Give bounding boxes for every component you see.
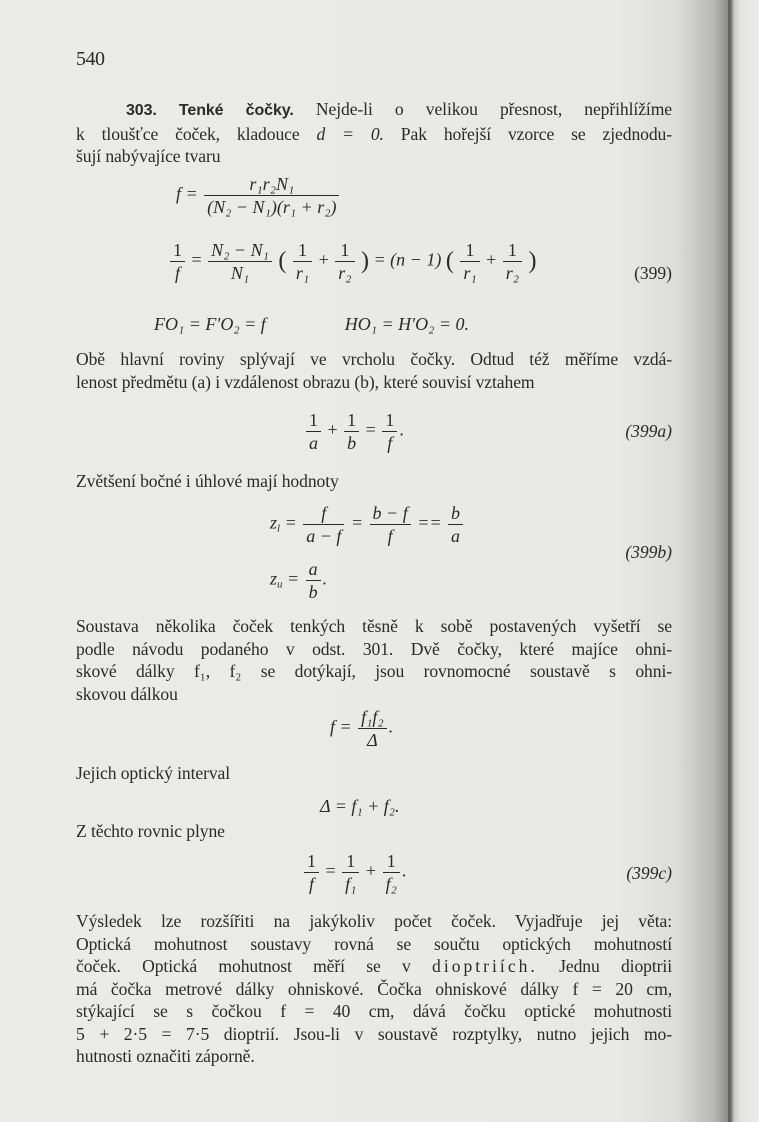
- paragraph-from-equations: Z těchto rovnic plyne: [76, 821, 225, 841]
- equation-delta: Δ = f₁ + f₂.: [320, 796, 400, 816]
- equation-399b-lateral: $z_l$ = $\frac{f}{a - f}$ = $\frac{b - f}{f}$ == $\frac{b}{a}$: [270, 502, 465, 547]
- paragraph-principal-planes: Obě hlavní roviny splývají ve vrcholu čočky. Odtud též měříme vzdá- lenost předmětu (a) i vzdálenost obrazu (b), které souvisí vztahem: [76, 349, 672, 392]
- equation-399: $\frac{1}{f}$ = $\frac{\text{N₂ − N₁}}{\text{N₁}}$ ( $\frac{1}{\text{r₁}}$ + $\frac{1}{\text{r₂}}$ ) = (n − 1) ( $\frac{1}{\text{r₁}}$ + $\frac{1}{\text{r₂}}$ ): [168, 239, 537, 284]
- equation-principal-points: FO₁ = F′O₂ = f HO₁ = H′O₂ = 0.: [154, 314, 469, 334]
- paragraph-optical-interval: Jejich optický interval: [76, 763, 231, 783]
- page-number: 540: [76, 48, 105, 70]
- section-number: 303.: [126, 102, 157, 119]
- equation-399c: $\frac{1}{f}$ = $\frac{1}{\text{f₁}}$ + $\frac{1}{\text{f₂}}$ .: [302, 850, 406, 895]
- equation-label-399: (399): [634, 263, 672, 283]
- equation-399a: $\frac{1}{a}$ + $\frac{1}{b}$ = $\frac{1}{f}$ .: [304, 409, 404, 454]
- section-title: Tenké čočky.: [178, 102, 294, 119]
- equation-label-399a: (399a): [625, 421, 672, 441]
- paragraph-magnification: Zvětšení bočné i úhlové mají hodnoty: [76, 471, 339, 491]
- equation-label-399b: (399b): [625, 542, 672, 562]
- paragraph-optical-power: Výsledek lze rozšířiti na jakýkoliv počet čoček. Vyjadřuje jej věta: Optická mohutnost soustavy rovná se součtu optických mohutností čoček. Optická mohutnost měří se v dioptriích. Jednu dioptrii má čočka metrové dálky ohniskové. Čočka ohniskové dálky f = 20 cm, stýkající se s čočkou f = 40 cm, dává čočku optické mohutnosti 5 + 2·5 = 7·5 dioptrií. Jsou-li v soustavě rozptylky, nutno jejich mo- hutnosti označiti záporně.: [76, 911, 672, 1066]
- emphasized-term: dioptriích.: [432, 956, 538, 976]
- book-gutter: [728, 0, 759, 1122]
- paragraph-lens-system: Soustava několika čoček tenkých těsně k sobě postavených vyšetří se podle návodu podaného v odst. 301. Dvě čočky, které majíce ohni- skové dálky f₁, f₂ se dotýkají, jsou rovnomocné soustavě s ohni- skovou dálkou: [76, 616, 672, 704]
- section-intro: 303. Tenké čočky. Nejde-li o velikou přesnost, nepřihlížíme k tloušťce čoček, kladouce d = 0. Pak hořejší vzorce se zjednodu- šují nabývajíce tvaru: [76, 99, 672, 166]
- equation-focal-length: f = $\frac{\text{r₁r₂N₁}}{\text{(N₂ − N₁)(r₁ + r₂)}}$: [176, 173, 341, 218]
- equation-399b-angular: $z_u$ = $\frac{a}{b}$ .: [270, 559, 328, 602]
- equation-combined-focal: f = $\frac{\text{f₁f₂}}{\Delta}$ .: [330, 707, 394, 750]
- equation-label-399c: (399c): [626, 863, 672, 883]
